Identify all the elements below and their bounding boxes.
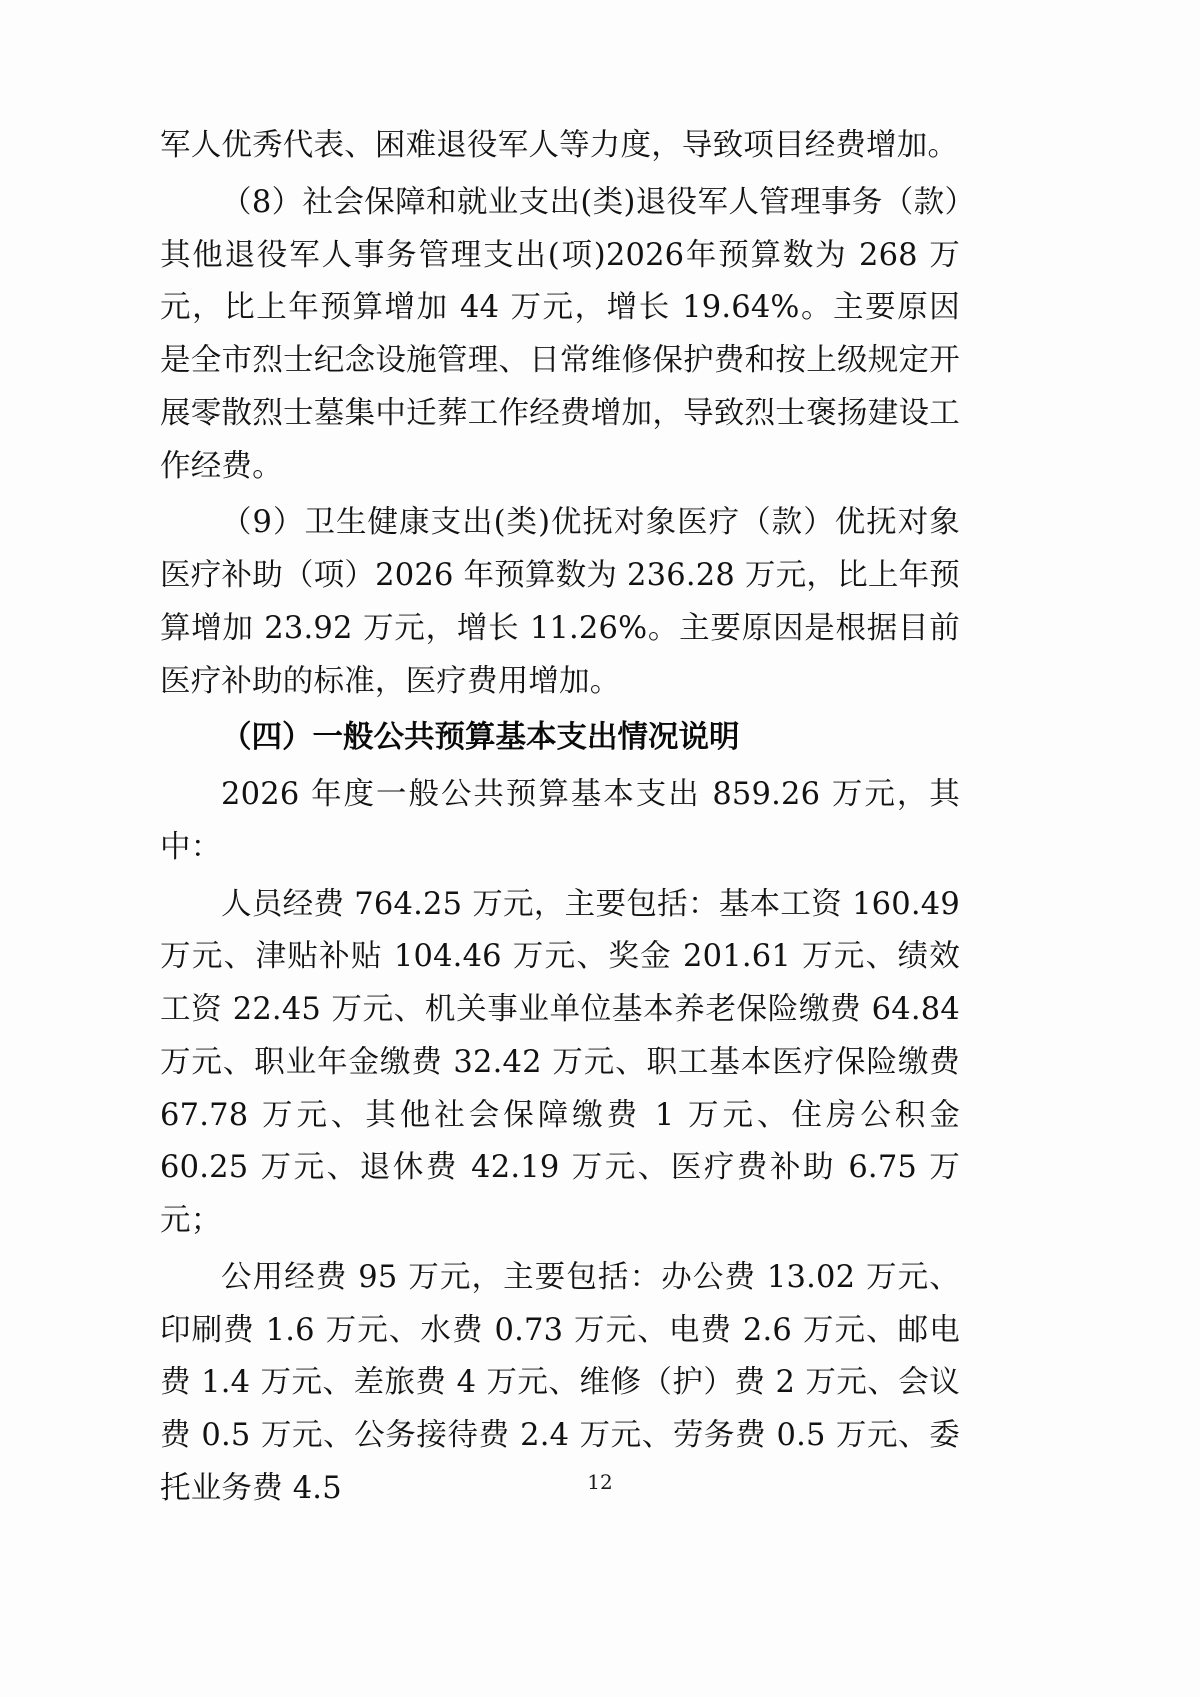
paragraph-item-9: （9）卫生健康支出(类)优抚对象医疗（款）优抚对象医疗补助（项）2026 年预算数为 236.28 万元，比上年预算增加 23.92 万元，增长 11.26%。主要原因是根据目前医疗补助的标准，医疗费用增加。: [160, 505, 960, 699]
paragraph-personnel-expenses: 人员经费 764.25 万元，主要包括：基本工资 160.49 万元、津贴补贴 104.46 万元、奖金 201.61 万元、绩效工资 22.45 万元、机关事业单位基本养老保险缴费 64.84 万元、职业年金缴费 32.42 万元、职工基本医疗保险缴费 67.78 万元、其他社会保障缴费 1 万元、住房公积金 60.25 万元、退休费 42.19 万元、医疗费补助 6.75 万元；: [160, 886, 960, 1238]
paragraph-public-expenses: 公用经费 95 万元，主要包括：办公费 13.02 万元、印刷费 1.6 万元、水费 0.73 万元、电费 2.6 万元、邮电费 1.4 万元、差旅费 4 万元、维修（护）费 2 万元、会议费 0.5 万元、公务接待费 2.4 万元、劳务费 0.5 万元、委托业务费 4.5: [160, 1259, 960, 1506]
paragraph-basic-expenditure-total: 2026 年度一般公共预算基本支出 859.26 万元，其中：: [160, 777, 960, 865]
page-number: 12: [587, 1470, 613, 1494]
paragraph-item-8: （8）社会保障和就业支出(类)退役军人管理事务（款）其他退役军人事务管理支出(项)2026年预算数为 268 万元，比上年预算增加 44 万元，增长 19.64%。主要原因是全市烈士纪念设施管理、日常维修保护费和按上级规定开展零散烈士墓集中迁葬工作经费增加，导致烈士褒扬建设工作经费。: [160, 184, 960, 484]
page-body: [160, 120, 960, 1520]
paragraph-continued: 军人优秀代表、困难退役军人等力度，导致项目经费增加。: [160, 128, 959, 163]
section-heading-four: （四）一般公共预算基本支出情况说明: [221, 720, 740, 756]
